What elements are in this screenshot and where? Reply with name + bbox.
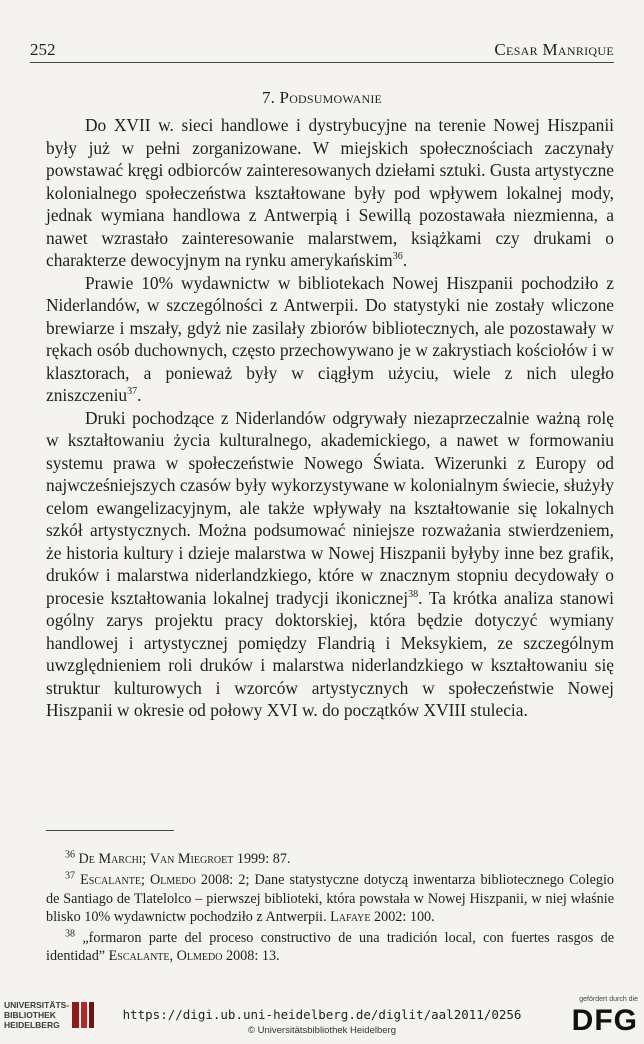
page-url[interactable]: https://digi.ub.uni-heidelberg.de/diglit/aal2011/0256 bbox=[122, 1007, 522, 1022]
dfg-logo[interactable] bbox=[558, 996, 638, 1040]
footnote-number: 38 bbox=[65, 928, 75, 940]
section-title: 7. Podsumowanie bbox=[261, 88, 383, 107]
footnote-number: 37 bbox=[65, 870, 75, 882]
header-rule bbox=[30, 62, 614, 63]
funder-note: gefördert durch die bbox=[579, 996, 638, 1003]
page-footer bbox=[0, 994, 644, 1044]
body-text bbox=[46, 114, 614, 722]
footnote-number: 36 bbox=[65, 849, 75, 861]
paragraph: Druki pochodzące z Niderlandów odgrywały niezaprzeczalnie ważną rolę w kształtowaniu życia kulturalnego, akademickiego, a nawet w formowaniu systemu prawa w społeczeństwie Nowego Świata. Wizerunki z Europy od najwcześniejszych czasów były wykorzystywane w kolonialnym świecie, służyły celom ewangelizacyjnym, ale także wpływały na kształtowanie się lokalnych szkół artystycznych. Można podsumować niniejsze rozważania stwierdzeniem, że historia kultury i dzieje malarstwa w Nowej Hiszpanii byłyby inne bez grafik, druków i malarstwa niderlandzkiego, które w znacznym stopniu decydowały o procesie kształtowania lokalnej tradycji ikonicznej$^{38}$. Ta krótka analiza stanowi ogólny zarys projektu pracy doktorskiej, która będzie dotyczyć wymiany handlowej i artystycznej pomiędzy Flandrią i Meksykiem, ze szczególnym uwzględnieniem roli druków i malarstwa niderlandzkiego w kształtowaniu się struktur kulturowych i wzorców artystycznych w społeczeństwie Nowej Hiszpanii w okresie od połowy XVI w. do początków XVIII stulecia. bbox=[46, 407, 615, 720]
library-name: UNIVERSITÄTS- BIBLIOTHEK HEIDELBERG bbox=[4, 1000, 70, 1030]
paragraph: Prawie 10% wydawnictw w bibliotekach Nowej Hiszpanii pochodziło z Niderlandów, w szczególności z Antwerpii. Do statystyki nie zostały wliczone brewiarze i mszały, gdyż nie zasilały zbiorów bibliotecznych, ale pozostawały w rękach osób duchownych, często przechowywano je w zakrystiach kościołów i w klasztorach, a ponieważ były w ciągłym użyciu, wiele z nich uległo zniszczeniu$^{37}$. bbox=[46, 272, 614, 405]
funder-wordmark: DFG bbox=[571, 1004, 638, 1037]
footnote: $^{38}$ „formaron parte del proceso constructivo de una tradición local, con fuertes rasgos de identidad” Escalante, Olmedo 2008: 13. bbox=[46, 928, 614, 965]
page-number: 252 bbox=[30, 40, 56, 59]
footnote-ref[interactable]: 37 bbox=[127, 386, 138, 398]
footnote: $^{37}$ Escalante; Olmedo 2008: 2; Dane statystyczne dotyczą inwentarza bibliotecznego Colegio de Santiago de Tlatelolco – pierwszej biblioteki, która powstała w Nowej Hiszpanii, w niej właśnie blisko 10% wydawnictw pochodziło z Antwerpii. Lafaye 2002: 100. bbox=[46, 870, 614, 925]
copyright-notice: © Universitätsbibliothek Heidelberg bbox=[248, 1025, 396, 1036]
paragraph: Do XVII w. sieci handlowe i dystrybucyjne na terenie Nowej Hiszpanii były już w pełni zorganizowane. W miejskich społecznościach zaczynały powstawać kręgi odbiorców zainteresowanych dziełami sztuki. Gusta artystyczne kolonialnego społeczeństwa kształtowane były pod wpływem lokalnej mody, jednak wymiana handlowa z Antwerpią i Sewillą pozostawała niezmienna, a nawet wzrastało zainteresowanie malarstwem, książkami czy drukami o charakterze dewocyjnym na rynku amerykańskim$^{36}$. bbox=[46, 115, 614, 270]
footnotes bbox=[46, 850, 614, 969]
footnote-rule bbox=[46, 830, 174, 831]
footnote: $^{36}$ De Marchi; Van Miegroet 1999: 87. bbox=[65, 849, 291, 867]
footnote-ref[interactable]: 36 bbox=[392, 251, 403, 263]
running-head-author: Cesar Manrique bbox=[494, 40, 614, 59]
footnote-ref[interactable]: 38 bbox=[408, 588, 419, 600]
